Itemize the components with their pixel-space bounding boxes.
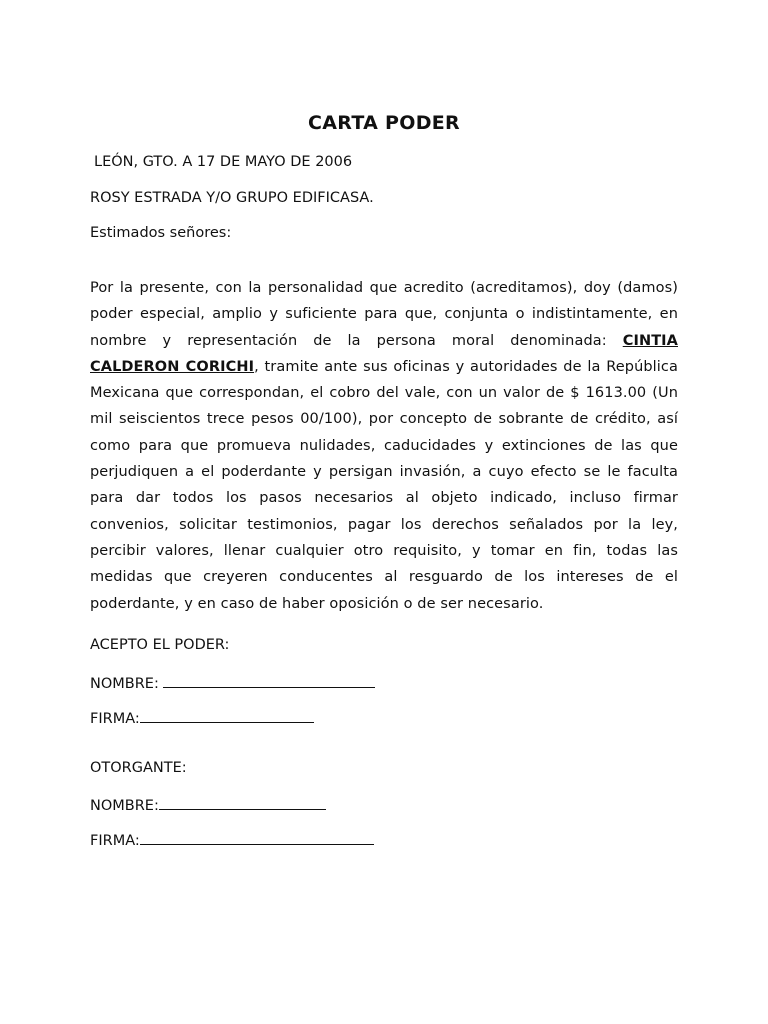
attorney-name: CINTIA CALDERON CORICHI bbox=[90, 332, 678, 375]
body-text-after-name: , tramite ante sus oficinas y autoridades de la República Mexicana que correspondan, el cobro del vale, con un valor de $ 1613.00 (Un mil seiscientos trece pesos 00/100), por concepto de sobrante de crédito, así como para que promueva nulidades, caducidades y extinciones de las que perjudiquen a el poderdante y persigan invasión, a cuyo efecto se le faculta para dar todos los pasos necesarios al objeto indicado, incluso firmar convenios, solicitar testimonios, pagar los derechos señalados por la ley, percibir valores, llenar cualquier otro requisito, y tomar en fin, todas las medidas que creyeren conducentes al resguardo de los intereses de el poderdante, y en caso de haber oposición o de ser necesario. bbox=[90, 358, 678, 612]
grantor-name-field bbox=[90, 795, 326, 814]
greeting: Estimados señores: bbox=[90, 225, 232, 241]
body-paragraph bbox=[90, 275, 678, 617]
place-date: LEÓN, GTO. A 17 DE MAYO DE 2006 bbox=[94, 154, 353, 170]
acceptance-signature-field bbox=[90, 708, 314, 727]
grantor-name-blank bbox=[159, 795, 326, 810]
grantor-signature-field bbox=[90, 830, 374, 849]
acceptance-heading: ACEPTO EL PODER: bbox=[90, 637, 230, 653]
acceptance-signature-label: FIRMA: bbox=[90, 711, 140, 727]
grantor-signature-blank bbox=[140, 830, 374, 845]
grantor-name-label: NOMBRE: bbox=[90, 798, 159, 814]
recipient: ROSY ESTRADA Y/O GRUPO EDIFICASA. bbox=[90, 190, 374, 206]
document-title: CARTA PODER bbox=[308, 112, 460, 134]
acceptance-name-field bbox=[90, 673, 375, 692]
acceptance-name-label: NOMBRE: bbox=[90, 676, 164, 692]
body-text-before-name: Por la presente, con la personalidad que acredito (acreditamos), doy (damos) poder especial, amplio y suficiente para que, conjunta o indistintamente, en nombre y representación de la persona moral denominada: bbox=[90, 280, 678, 349]
grantor-heading: OTORGANTE: bbox=[90, 760, 187, 776]
grantor-signature-label: FIRMA: bbox=[90, 833, 140, 849]
acceptance-signature-blank bbox=[140, 708, 314, 723]
acceptance-name-blank bbox=[163, 673, 375, 688]
